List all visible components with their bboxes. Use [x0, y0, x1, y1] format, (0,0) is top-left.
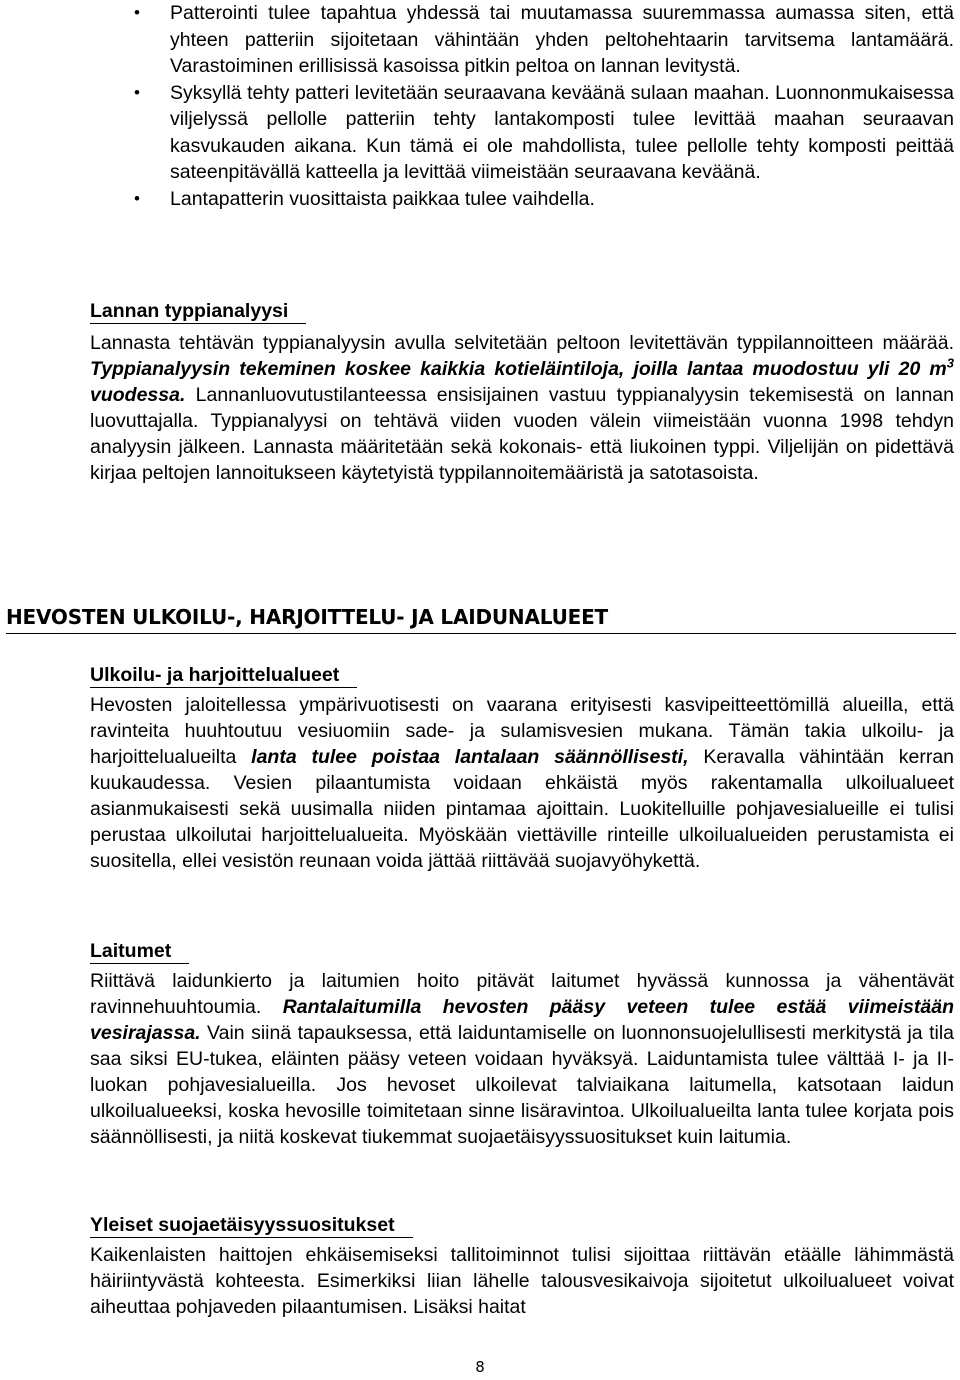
emphasis-text: lanta tulee poistaa lantalaan säännöllisesti,	[251, 746, 689, 768]
bullet-item: • Patterointi tulee tapahtua yhdessä tai muutamassa suuremmassa aumassa siten, että yhteen patteriin sijoitetaan vähintään yhden peltohehtaarin tarvitsema lantamäärä. Varastoiminen erillisissä kasoissa pitkin peltoa on lannan levitystä.	[0, 0, 954, 80]
bullet-item: • Lantapatterin vuosittaista paikkaa tulee vaihdella.	[0, 186, 954, 213]
chapter-heading: HEVOSTEN ULKOILU-, HARJOITTELU- JA LAIDUNALUEET	[6, 603, 956, 634]
section-ulkoilu	[90, 663, 954, 874]
section-yleiset	[90, 1213, 954, 1320]
emphasis-text: Typpianalyysin tekeminen koskee kaikkia kotieläintiloja, joilla lantaa muodostuu yli 20 $m^3$ vuodessa.	[90, 355, 954, 406]
section-heading: Lannan typpianalyysi	[90, 299, 306, 324]
section-heading: Yleiset suojaetäisyyssuositukset	[90, 1213, 413, 1238]
paragraph: Hevosten jaloitellessa ympärivuotisesti on vaarana erityisesti kasvipeitteettömillä alueilla, että ravinteita huuhtoutuu vesiuomiin sade- ja sulamisvesien mukana. Tämän takia ulkoilu- ja harjoittelualueilta lanta tulee poistaa lantalaan säännöllisesti, Keravalla vähintään kerran kuukaudessa. Vesien pilaantumista voidaan ehkäistä myös rakentamalla ulkoilualueet asianmukaisesti sekä uusimalla niiden pintamaa ajoittain. Luokitelluille pohjavesialueille ei tulisi perustaa ulkoilutai harjoittelualueita. Myöskään viettäville rinteille ulkoilualueiden perustamista ei suositella, ellei vesistön reunaan voida jättää riittävää suojavyöhykettä.	[90, 694, 955, 872]
section-heading: Laitumet	[90, 939, 189, 964]
bullet-item: • Syksyllä tehty patteri levitetään seuraavana keväänä sulaan maahan. Luonnonmukaisessa viljelyssä pellolle patteriin tehty lantakomposti tulee levittää maahan seuraavan kasvukauden aikana. Kun tämä ei ole mahdollista, tulee pellolle tehty komposti peittää sateenpitävällä katteella ja levittää viimeistään seuraavana keväänä.	[0, 80, 954, 186]
emphasis-text: Rantalaitumilla hevosten pääsy veteen tulee estää viimeistään vesirajassa.	[90, 996, 954, 1044]
page-number: 8	[475, 1358, 485, 1376]
section-typpianalyysi	[90, 299, 954, 486]
section-heading: Ulkoilu- ja harjoittelualueet	[90, 663, 357, 688]
section-laitumet	[90, 939, 954, 1150]
bullet-list	[0, 0, 954, 212]
paragraph: Lannasta tehtävän typpianalyysin avulla selvitetään peltoon levitettävän typpilannoitteen määrää. Typpianalyysin tekeminen koskee kaikkia kotieläintiloja, joilla lantaa muodostuu yli 20 $m^3$ vuodessa. Lannanluovutustilanteessa ensisijainen vastuu typpianalyysin tekemisestä on lannan luovuttajalla. Typpianalyysi on tehtävä viiden vuoden välein viimeistään vuonna 1998 tehdyn analyysin jälkeen. Lannasta määritetään sekä kokonais- että liukoinen typpi. Viljelijän on pidettävä kirjaa peltojen lannoitukseen käytetyistä typpilannoitemääristä ja satotasoista.	[90, 332, 955, 484]
paragraph: Kaikenlaisten haittojen ehkäisemiseksi tallitoiminnot tulisi sijoittaa riittävän etäälle lähimmästä häiriintyvästä kohteesta. Esimerkiksi liian lähelle talousvesikaivoja sijoitetut ulkoilualueet voivat aiheuttaa pohjaveden pilaantumisen. Lisäksi haitat	[90, 1244, 954, 1318]
paragraph: Riittävä laidunkierto ja laitumien hoito pitävät laitumet hyvässä kunnossa ja vähentävät ravinnehuuhtoumia. Rantalaitumilla hevosten pääsy veteen tulee estää viimeistään vesirajassa. Vain siinä tapauksessa, että laiduntamiselle on luonnonsuojelullisesti merkitystä ja tila saa siksi EU-tukea, eläinten pääsy veteen voidaan hyväksyä. Laiduntamista tulee välttää I- ja II-luokan pohjavesialueilla. Jos hevoset ulkoilevat talviaikana laitumella, katsotaan laidun ulkoilualueeksi, koska hevosille toimitetaan sinne lisäravintoa. Ulkoilualueilta lanta tulee korjata pois säännöllisesti, ja niitä koskevat tiukemmat suojaetäisyyssuositukset kuin laitumia.	[90, 970, 954, 1148]
